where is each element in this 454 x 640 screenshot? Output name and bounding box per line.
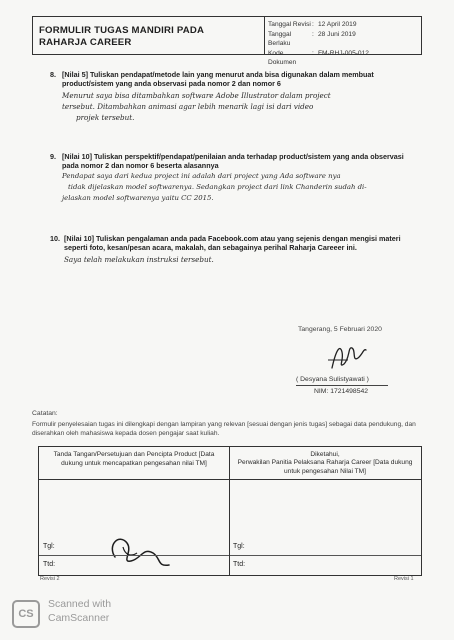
question-text: [Nilai 10] Tuliskan perspektif/pendapat/penilaian anda terhadap product/sistem yang anda observasi pada nomor 2 dan nomor 6 beserta alasannya bbox=[62, 152, 404, 170]
answer-line: projek tersebut. bbox=[76, 113, 135, 122]
right-ttd-label: Ttd: bbox=[233, 561, 246, 568]
watermark-line-1: Scanned with bbox=[48, 598, 112, 610]
meta-label: Tanggal Revisi bbox=[268, 21, 311, 28]
header-divider bbox=[264, 17, 265, 54]
left-ttd-label: Ttd: bbox=[43, 561, 56, 568]
meta-row-revisi: Tanggal Revisi : 12 April 2019 bbox=[268, 21, 357, 28]
table-header-divider bbox=[39, 479, 421, 480]
right-tgl-label: Tgl: bbox=[233, 543, 245, 550]
question-9 bbox=[50, 152, 422, 204]
footer-revision-left: Revisi 2 bbox=[40, 576, 60, 582]
question-number: 10. bbox=[50, 234, 60, 243]
approval-table bbox=[38, 446, 422, 576]
answer-line: jelaskan model softwarenya yaitu CC 2015. bbox=[62, 194, 214, 202]
signature-name: ( Desyana Sulistyawati ) bbox=[296, 376, 369, 383]
answer-line: Saya telah melakukan instruksi tersebut. bbox=[64, 255, 214, 264]
right-ttd-line bbox=[230, 555, 421, 556]
question-text: [Nilai 10] Tuliskan pengalaman anda pada Facebook.com atau yang sejenis dengan mengisi materi seperti foto, kesan/pesan acara, makalah, dan sebagainya perihal Raharja Careeer ini. bbox=[64, 234, 401, 252]
signature-line bbox=[296, 385, 388, 386]
logo-text: CS bbox=[18, 608, 34, 620]
meta-label: Kode Dokumen bbox=[268, 49, 297, 66]
header-title: FORMULIR TUGAS MANDIRI PADA RAHARJA CAREER bbox=[39, 25, 204, 48]
meta-value: 28 Juni 2019 bbox=[318, 30, 356, 38]
table-right-header: Perwakilan Panitia Pelaksana Raharja Career [Data dukung untuk pengesahan Nilai TM] bbox=[237, 459, 413, 475]
watermark-line-2: CamScanner bbox=[48, 612, 110, 624]
footer-revision-right: Revisi 1 bbox=[394, 576, 414, 582]
meta-value: FM-RHJ-005-012 bbox=[318, 49, 369, 57]
answer-line: Menurut saya bisa ditambahkan software Adobe Illustrator dalam project bbox=[62, 91, 331, 100]
left-ttd-line bbox=[39, 555, 229, 556]
signature-mark bbox=[318, 338, 378, 374]
meta-row-kode: Kode Dokumen : FM-RHJ-005-012 bbox=[268, 49, 369, 66]
left-tgl-label: Tgl: bbox=[43, 543, 55, 550]
table-left-header: Tanda Tangan/Persetujuan dan Pencipta Product [Data dukung untuk mencapatkan pengesahan nilai TM] bbox=[53, 451, 215, 467]
left-signature-scribble bbox=[97, 527, 177, 573]
question-text: [Nilai 5] Tuliskan pendapat/metode lain yang menurut anda bisa digunakan dalam membuat product/sistem yang anda observasi pada nomor 2 dan nomor 6 bbox=[62, 70, 374, 88]
notes-heading: Catatan: bbox=[32, 410, 58, 417]
camscanner-logo bbox=[12, 600, 40, 628]
header-meta bbox=[268, 20, 418, 68]
signature-place-date: Tangerang, 5 Februari 2020 bbox=[298, 326, 382, 333]
signature-nim: NIM: 1721498542 bbox=[314, 388, 369, 395]
question-number: 8. bbox=[50, 70, 56, 79]
table-right-header-known: Diketahui, bbox=[310, 451, 340, 458]
question-8 bbox=[50, 70, 422, 123]
meta-value: 12 April 2019 bbox=[318, 21, 357, 28]
question-number: 9. bbox=[50, 152, 56, 161]
meta-row-berlaku: Tanggal Berlaku : 28 Juni 2019 bbox=[268, 30, 356, 47]
header-box bbox=[32, 16, 422, 66]
answer-line: tersebut. Ditambahkan animasi agar lebih menarik lagi isi dari video bbox=[62, 102, 314, 111]
answer-line: Pendapat saya dari kedua project ini adalah dari project yang Ada software nya bbox=[62, 172, 341, 180]
question-10 bbox=[50, 234, 422, 265]
meta-label: Tanggal Berlaku bbox=[268, 30, 292, 47]
answer-line: tidak dijelaskan model softwarenya. Sedangkan project dari link Chanderin sudah di- bbox=[68, 183, 367, 191]
camscanner-watermark bbox=[12, 598, 172, 634]
notes-text: Formulir penyelesaian tugas ini dilengkapi dengan lampiran yang relevan [sesuai dengan jenis tugas] sebagai data pendukung, dan diserahkan oleh mahasiswa kepada dosen pengajar saat kuliah. bbox=[32, 421, 416, 437]
